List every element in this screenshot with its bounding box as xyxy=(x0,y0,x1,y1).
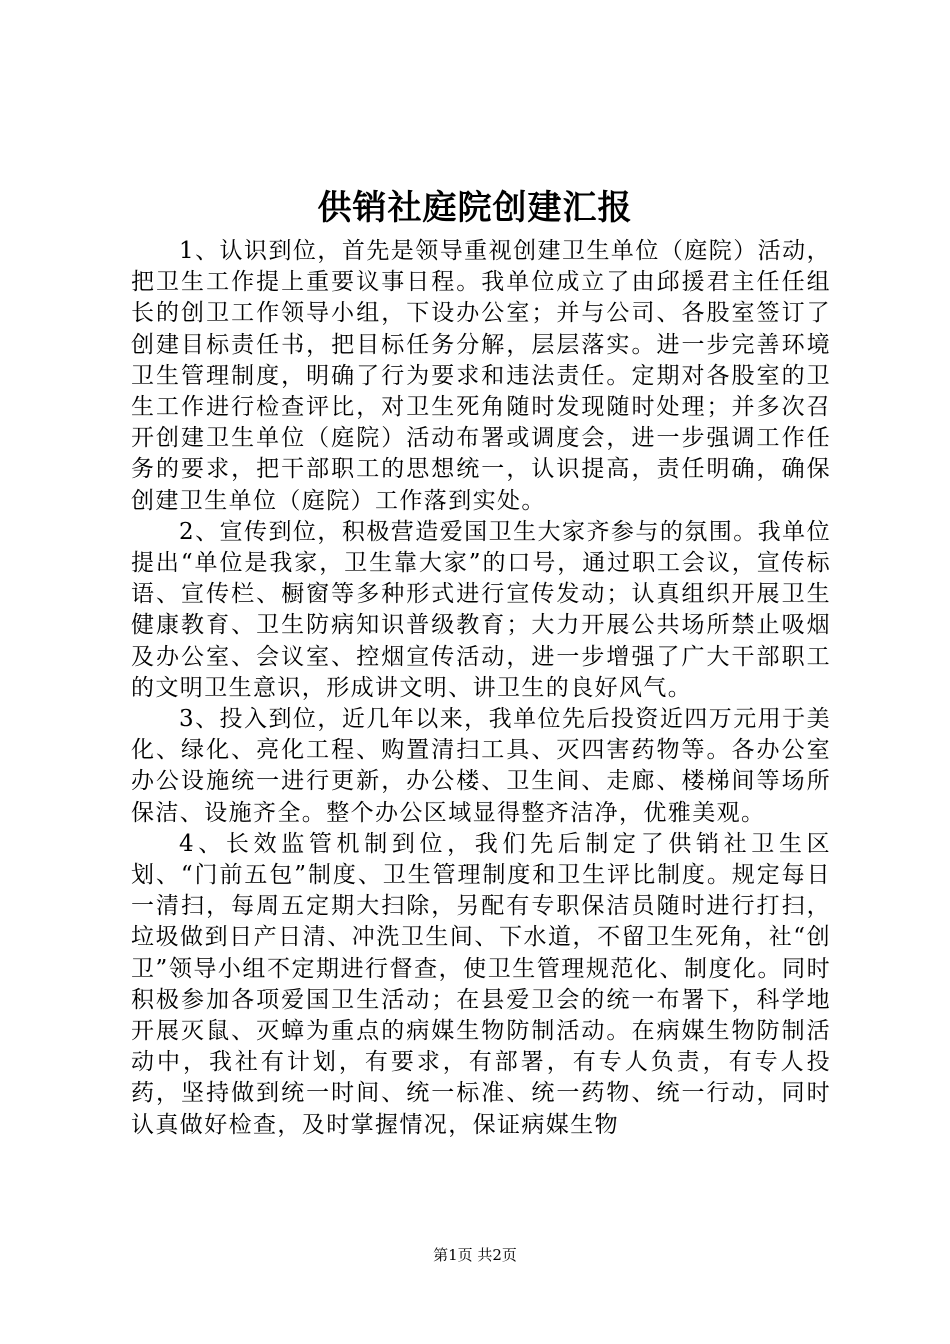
paragraph-2: 2、宣传到位，积极营造爱国卫生大家齐参与的氛围。我单位提出“单位是我家，卫生靠大家”的口号，通过职工会议，宣传标语、宣传栏、橱窗等多种形式进行宣传发动；认真组织开展卫生健康教育、卫生防病知识普级教育；大力开展公共场所禁止吸烟及办公室、会议室、控烟宣传活动，进一步增强了广大干部职工的文明卫生意识，形成讲文明、讲卫生的良好风气。 xyxy=(131,518,831,701)
document-body xyxy=(131,236,831,1141)
page-number-footer: 第1页 共2页 xyxy=(433,1246,517,1264)
paragraph-1: 1、认识到位，首先是领导重视创建卫生单位（庭院）活动，把卫生工作提上重要议事日程。我单位成立了由邱援君主任任组长的创卫工作领导小组，下设办公室；并与公司、各股室签订了创建目标责任书，把目标任务分解，层层落实。进一步完善环境卫生管理制度，明确了行为要求和违法责任。定期对各股室的卫生工作进行检查评比，对卫生死角随时发现随时处理；并多次召开创建卫生单位（庭院）活动布署或调度会，进一步强调工作任务的要求，把干部职工的思想统一，认识提高，责任明确，确保创建卫生单位（庭院）工作落到实处。 xyxy=(131,238,831,514)
paragraph-3: 3、投入到位，近几年以来，我单位先后投资近四万元用于美化、绿化、亮化工程、购置清扫工具、灭四害药物等。各办公室办公设施统一进行更新，办公楼、卫生间、走廊、楼梯间等场所保洁、设施齐全。整个办公区域显得整齐洁净，优雅美观。 xyxy=(131,706,831,826)
document-title: 供销社庭院创建汇报 xyxy=(317,188,633,228)
paragraph-4: 4、长效监管机制到位，我们先后制定了供销社卫生区划、“门前五包”制度、卫生管理制度和卫生评比制度。规定每日一清扫，每周五定期大扫除，另配有专职保洁员随时进行打扫，垃圾做到日产日清、冲洗卫生间、下水道，不留卫生死角，社“创卫”领导小组不定期进行督查，使卫生管理规范化、制度化。同时积极参加各项爱国卫生活动；在县爱卫会的统一布署下，科学地开展灭鼠、灭蟑为重点的病媒生物防制活动。在病媒生物防制活动中，我社有计划，有要求，有部署，有专人负责，有专人投药，坚持做到统一时间、统一标准、统一药物、统一行动，同时认真做好检查，及时掌握情况，保证病媒生物 xyxy=(131,830,831,1138)
